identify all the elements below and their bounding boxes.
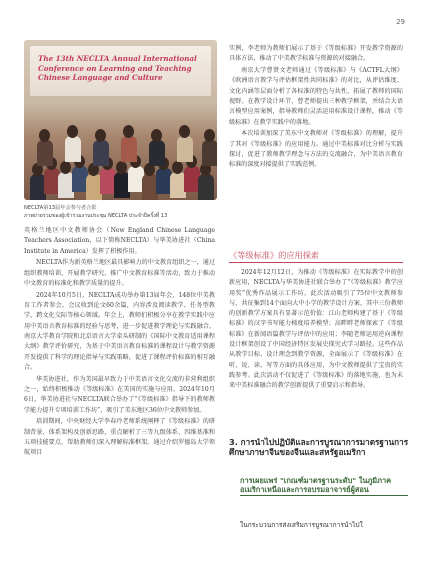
- paragraph: 2024年12月12日，为推动《等级标准》在实际教学中的创新应用，NECLTA与华美协进社联合举办了“《等级标准》教学应用奖”优秀作品展示工作坊。此次活动吸引了75位中文教师参与，共征集到14个面向大中小学的教学设计方案，其中三份教师的创新教学方案具有显著示范价值：江山老师构建了基于《等级标准》的汉字书写能力梯度培养模型；高畔畔老师探索了《等级标准》在新闻语篇教学与评估中的应用；李随老师运用逆向课程设计框架创设了中国经济特区发展史探究式学习路径。这些作品从教学目标、设计理念到教学资源，全面展示了《等级标准》在听、说、读、写等方面的具体应用，为中文教师提供了宝贵的实践参考。此次活动不仅促进了《等级标准》的落地实施，也为未来中美标准融合的教学创新提供了重要启示和指导。: [229, 269, 403, 390]
- paragraph: NECLTA作为新英格兰地区最具影响力的中文教育组织之一，通过组织教师培训、开展教学研究、推广中文教育标准等活动，致力于推动中文教育的标准化和教学质量的提升。: [24, 259, 215, 287]
- paragraph: 实例，李老师为教师们展示了基于《等级标准》开发教学资源的具体方法，推动了中美教学标准与资源的对接融合。: [229, 45, 403, 63]
- section-title: 《等级标准》的应用探索: [229, 250, 320, 260]
- right-top-text-column: [229, 44, 403, 172]
- conference-banner: [30, 46, 211, 96]
- photo-caption: [24, 205, 219, 220]
- right-bottom-text-column: [229, 268, 403, 393]
- paragraph: 培训期间，中央财经大学李春玲老师系统阐释了《等级标准》的研制背景、体系架构及创新思路，重点解析了三等九级体系、四维基准和五项技能要点，帮助教师们深入理解标准框架。通过介绍罗德岛大学领航项目: [24, 418, 215, 457]
- banner-text: The 13th NECLTA Annual International Conference on Learning and Teaching Chinese Language and Culture: [38, 54, 197, 82]
- thai-body-text: ในกระบวนการส่งเสริมการบูรณาการนำไปใ: [240, 521, 363, 529]
- paragraph: 华美协进社，作为美国最早致力于中美语言文化交流的非营利组织之一，始终积极推动《等级标准》在美国的实施与应用。2024年10月6日，华美协进社与NECLTA联合举办了“《等级标准》指导下的教师教学能力提升专项培训工作坊”，吸引了美东地区36位中文教师参加。: [24, 375, 215, 414]
- paragraph: 南京大学曹贤文老师通过《等级标准》与《ACTFL大纲》《欧洲语言教学与评估框架性共同标准》的对比，从评估维度、文化内涵等层面分析了各标准的特色与共性，拓展了教师的国际视野。在教学设计环节，曹老师提出三种教学框架，并结合大语言模型应用案例，指导教师们灵活运用标准设计课程，推动《等级标准》在教学实践中的落地。: [229, 67, 403, 126]
- thai-section-heading: 3. การนำไปปฏิบัติและการบูรณาการมาตรฐานการศึกษาภาษาจีนของจีนและสหรัฐอเมริกา: [229, 437, 409, 457]
- photo-caption-th: ภาพถ่ายรวมของผู้เข้าร่วมงานประชุม NECLTA ประจำปีครั้งที่ 13: [24, 212, 168, 219]
- paragraph: 英格兰地区中文教师协会（New England Chinese Language Teachers Association，以下简称NECLTA）与华美协进社（China Institute in America）发挥了积极作用。: [24, 227, 215, 255]
- thai-subheading-text: การเผยแพร่ "เกณฑ์มาตรฐานระดับ" ในภูมิภาคอเมริกาเหนือและการอบรมอาจารย์ผู้สอน: [240, 476, 392, 495]
- thai-subheading-underline: [240, 495, 408, 496]
- section-title-underline: [229, 262, 403, 263]
- conference-group-photo: [24, 40, 217, 200]
- photo-caption-zh: NECLTA第13届年会参与者合影: [24, 205, 97, 211]
- paragraph: 本次培训加深了美东中文教师对《等级标准》的理解，提升了其对《等级标准》的应用能力。通过中美标准对比分析与实践探讨，促进了教师教学理念与方法的交流融合，为中美语言教育标准的深度对接提供了实践范例。: [229, 130, 403, 169]
- thai-subheading: [240, 476, 408, 498]
- paragraph: 2024年10月5日，NECLTA成功举办第13届年会，148位中美教育工作者参会。会议收到论文60余篇，内容涉及阅读教学、任务型教学、跨文化交际等核心领域。年会上，教师们积极分享在教学实践中应用中美语言教育标准的经验与思考，进一步促进教学理论与实践融合。南京大学教育学院和北京语言大学牵头研制的《国际中文教育适用课程大纲》教学评价研究，为基于中美语言教育标准的课程设计与教学资源开发提供了科学的理论指导与实践策略，促进了课程评价标准的相互融合。: [24, 291, 215, 371]
- crowd-illustration: [24, 92, 217, 200]
- left-text-column: [24, 226, 215, 460]
- page-number: 29: [396, 18, 405, 26]
